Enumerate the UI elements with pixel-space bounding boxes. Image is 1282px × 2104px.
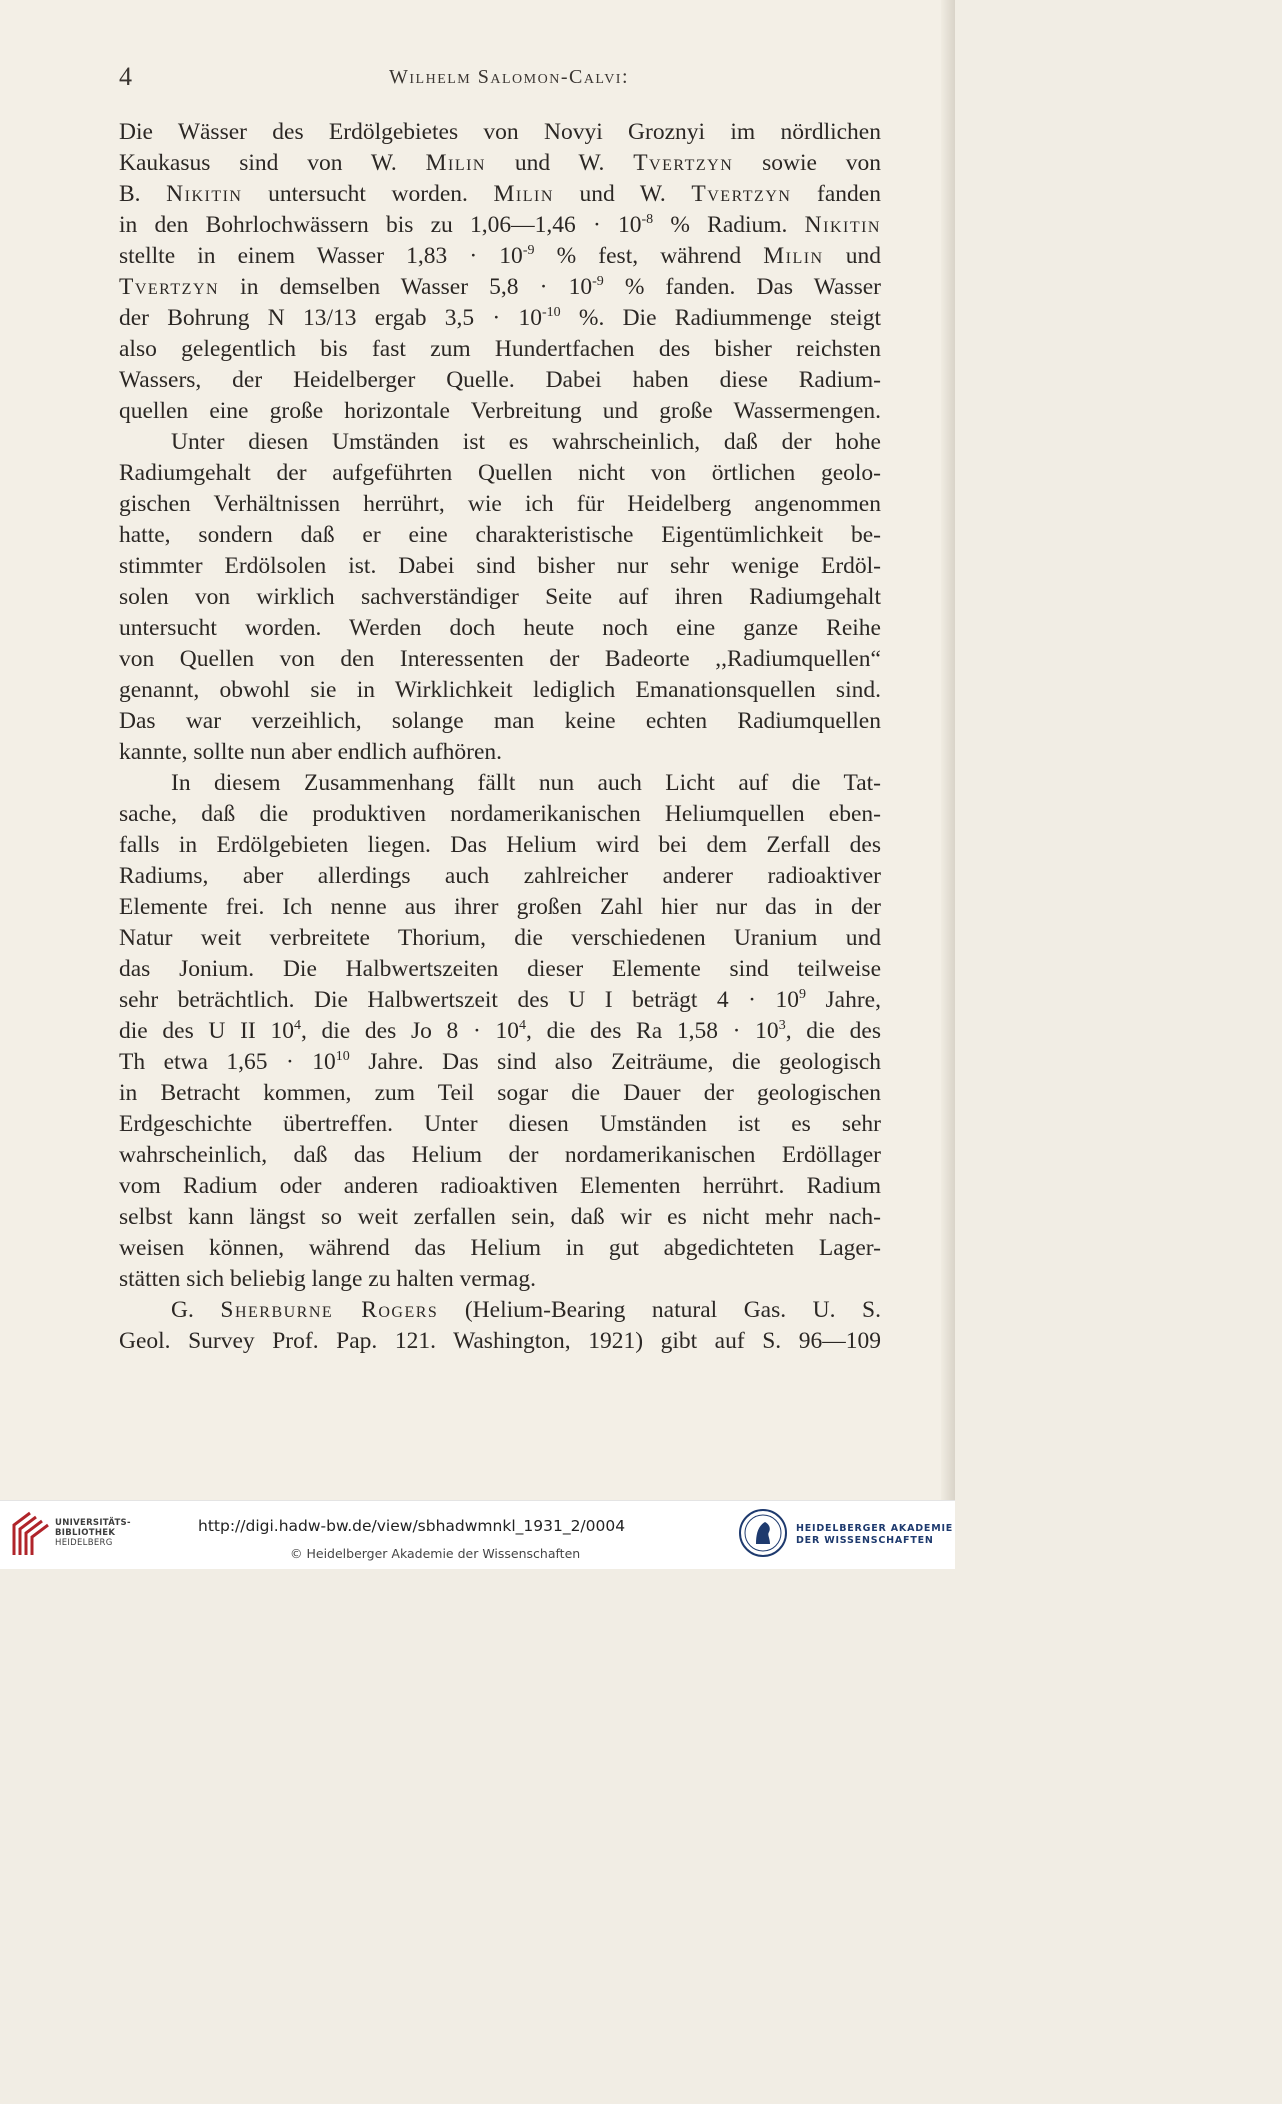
text-run: stimmter Erdölsolen ist. Dabei sind bisher nur sehr wenige Erdöl- (119, 553, 881, 579)
text-line (119, 427, 881, 458)
text-line (119, 551, 881, 582)
text-line (119, 1140, 881, 1171)
text-run: Radiumgehalt der aufgeführten Quellen nicht von örtlichen geolo- (119, 460, 881, 486)
text-run: Die Wässer des Erdölgebietes von Novyi Groznyi im nördlichen (119, 119, 881, 145)
text-run: also gelegentlich bis fast zum Hundertfachen des bisher reichsten (119, 336, 881, 362)
text-run: das Jonium. Die Halbwertszeiten dieser Elemente sind teilweise (119, 956, 881, 982)
author-name: Milin (425, 150, 486, 176)
text-line (119, 675, 881, 706)
text-run: vom Radium oder anderen radioaktiven Elementen herrührt. Radium (119, 1173, 881, 1199)
running-head: Wilhelm Salomon-Calvi: (389, 66, 630, 88)
text-line (119, 1326, 881, 1357)
university-library-logo-icon (10, 1509, 50, 1559)
text-run: % fanden. Das Wasser (603, 274, 881, 300)
author-name: Milin (763, 243, 824, 269)
text-line (119, 303, 881, 334)
academy-seal-icon (738, 1508, 788, 1558)
text-run: solen von wirklich sachverständiger Seite auf ihren Radiumgehalt (119, 584, 881, 610)
text-run: stätten sich beliebig lange zu halten vermag. (119, 1266, 536, 1292)
text-run: % Radium. (653, 212, 805, 238)
text-run: in demselben Wasser 5,8 · 10 (219, 274, 593, 300)
text-run: in den Bohrlochwässern bis zu 1,06—1,46 · 10 (119, 212, 642, 238)
text-line (119, 706, 881, 737)
footer-bar (0, 1500, 955, 1569)
text-line (119, 458, 881, 489)
exponent: 4 (293, 1018, 301, 1034)
text-line (119, 768, 881, 799)
text-line (119, 489, 881, 520)
text-run: und (823, 243, 881, 269)
author-name: Nikitin (804, 212, 881, 238)
text-run: Jahre. Das sind also Zeiträume, die geologisch (349, 1049, 881, 1075)
text-run: %. Die Radiummenge steigt (560, 305, 881, 331)
text-line (119, 923, 881, 954)
text-run: und W. (553, 181, 692, 207)
text-line (119, 179, 881, 210)
text-run: Radiums, aber allerdings auch zahlreicher anderer radioaktiver (119, 863, 881, 889)
text-line (119, 861, 881, 892)
text-run: Kaukasus sind von W. (119, 150, 426, 176)
author-name: Milin (493, 181, 554, 207)
text-run: Unter diesen Umständen ist es wahrscheinlich, daß der hohe (171, 429, 881, 455)
text-run: der Bohrung N 13/13 ergab 3,5 · 10 (119, 305, 542, 331)
text-run: untersucht worden. (242, 181, 494, 207)
author-name: Tvertzyn (633, 150, 734, 176)
body-text (119, 117, 881, 1357)
text-line (119, 334, 881, 365)
exponent: 3 (778, 1018, 786, 1034)
academy-name (796, 1523, 953, 1547)
text-run: Wassers, der Heidelberger Quelle. Dabei haben diese Radium- (119, 367, 881, 393)
text-run: Das war verzeihlich, solange man keine echten Radiumquellen (119, 708, 881, 734)
exponent: -9 (522, 243, 535, 259)
text-line (119, 799, 881, 830)
text-line (119, 1202, 881, 1233)
text-run: B. (119, 181, 167, 207)
permalink-url[interactable]: http://digi.hadw-bw.de/view/sbhadwmnkl_1931_2/0004 (198, 1517, 626, 1535)
text-run: Erdgeschichte übertreffen. Unter diesen Umständen ist es sehr (119, 1111, 881, 1137)
text-run: kannte, sollte nun aber endlich aufhören. (119, 739, 503, 765)
text-run: quellen eine große horizontale Verbreitung und große Wassermengen. (119, 398, 881, 424)
university-library-name (55, 1518, 131, 1548)
text-line (119, 272, 881, 303)
text-line (119, 148, 881, 179)
text-run: Elemente frei. Ich nenne aus ihrer großen Zahl hier nur das in der (119, 894, 881, 920)
text-run: fanden (791, 181, 881, 207)
text-line (119, 520, 881, 551)
page-edge (941, 0, 955, 1500)
text-run: In diesem Zusammenhang fällt nun auch Licht auf die Tat- (171, 770, 881, 796)
text-run: sache, daß die produktiven nordamerikanischen Heliumquellen eben- (119, 801, 881, 827)
text-run: % fest, während (534, 243, 764, 269)
text-line (119, 892, 881, 923)
text-line (119, 1016, 881, 1047)
text-run: genannt, obwohl sie in Wirklichkeit lediglich Emanationsquellen sind. (119, 677, 881, 703)
text-run: Th etwa 1,65 · 10 (119, 1049, 336, 1075)
text-run: in Betracht kommen, zum Teil sogar die Dauer der geologischen (119, 1080, 881, 1106)
text-run: untersucht worden. Werden doch heute noch eine ganze Reihe (119, 615, 881, 641)
copyright-notice: © Heidelberger Akademie der Wissenschaften (290, 1546, 581, 1561)
exponent: -9 (592, 274, 604, 290)
text-line (119, 582, 881, 613)
text-run: Natur weit verbreitete Thorium, die verschiedenen Uranium und (119, 925, 881, 951)
text-run: hatte, sondern daß er eine charakteristische Eigentümlichkeit be- (119, 522, 881, 548)
text-run: weisen können, während das Helium in gut abgedichteten Lager- (119, 1235, 881, 1261)
author-name: Tvertzyn (119, 274, 220, 300)
text-line (119, 1295, 881, 1326)
text-line (119, 985, 881, 1016)
author-name: Tvertzyn (691, 181, 792, 207)
text-line (119, 117, 881, 148)
text-line (119, 1078, 881, 1109)
text-run: wahrscheinlich, daß das Helium der nordamerikanischen Erdöllager (119, 1142, 881, 1168)
text-line (119, 1264, 881, 1295)
text-run: die des U II 10 (119, 1018, 294, 1044)
text-run: , die des Ra 1,58 · 10 (526, 1018, 779, 1044)
exponent: -8 (641, 212, 654, 228)
text-run: stellte in einem Wasser 1,83 · 10 (119, 243, 523, 269)
text-run: Jahre, (806, 987, 881, 1013)
exponent: 4 (519, 1018, 527, 1034)
text-run: , die des Jo 8 · 10 (300, 1018, 520, 1044)
library-line-3: HEIDELBERG (55, 1538, 113, 1548)
text-line (119, 737, 881, 768)
library-line-1: UNIVERSITÄTS- (55, 1518, 131, 1528)
text-line (119, 210, 881, 241)
text-run: und W. (485, 150, 634, 176)
text-line (119, 954, 881, 985)
academy-line-1: HEIDELBERGER AKADEMIE (796, 1523, 954, 1534)
text-line (119, 1047, 881, 1078)
text-line (119, 241, 881, 272)
text-line (119, 1171, 881, 1202)
text-run: sehr beträchtlich. Die Halbwertszeit des U I beträgt 4 · 10 (119, 987, 799, 1013)
text-line (119, 396, 881, 427)
exponent: -10 (541, 305, 561, 321)
text-run: (Helium-Bearing natural Gas. U. S. (438, 1297, 881, 1323)
page-header (119, 62, 881, 92)
text-run: von Quellen von den Interessenten der Badeorte ,,Radiumquellen“ (119, 646, 881, 672)
text-run: gischen Verhältnissen herrührt, wie ich für Heidelberg angenommen (119, 491, 881, 517)
text-line (119, 365, 881, 396)
page-number: 4 (119, 62, 132, 91)
academy-line-2: DER WISSENSCHAFTEN (796, 1535, 934, 1546)
text-run: selbst kann längst so weit zerfallen sein, daß wir es nicht mehr nach- (119, 1204, 881, 1230)
text-line (119, 1109, 881, 1140)
text-run: G. (171, 1297, 221, 1323)
text-line (119, 644, 881, 675)
text-run: falls in Erdölgebieten liegen. Das Helium wird bei dem Zerfall des (119, 832, 881, 858)
text-run: , die des (785, 1018, 881, 1044)
text-line (119, 1233, 881, 1264)
exponent: 10 (335, 1049, 350, 1065)
author-name: Nikitin (166, 181, 243, 207)
library-line-2: BIBLIOTHEK (55, 1528, 116, 1538)
text-line (119, 830, 881, 861)
text-line (119, 613, 881, 644)
exponent: 9 (799, 987, 806, 1003)
text-run: Geol. Survey Prof. Pap. 121. Washington, 1921) gibt auf S. 96—109 (119, 1328, 881, 1354)
author-name: Sherburne Rogers (220, 1297, 439, 1323)
text-run: sowie von (733, 150, 881, 176)
